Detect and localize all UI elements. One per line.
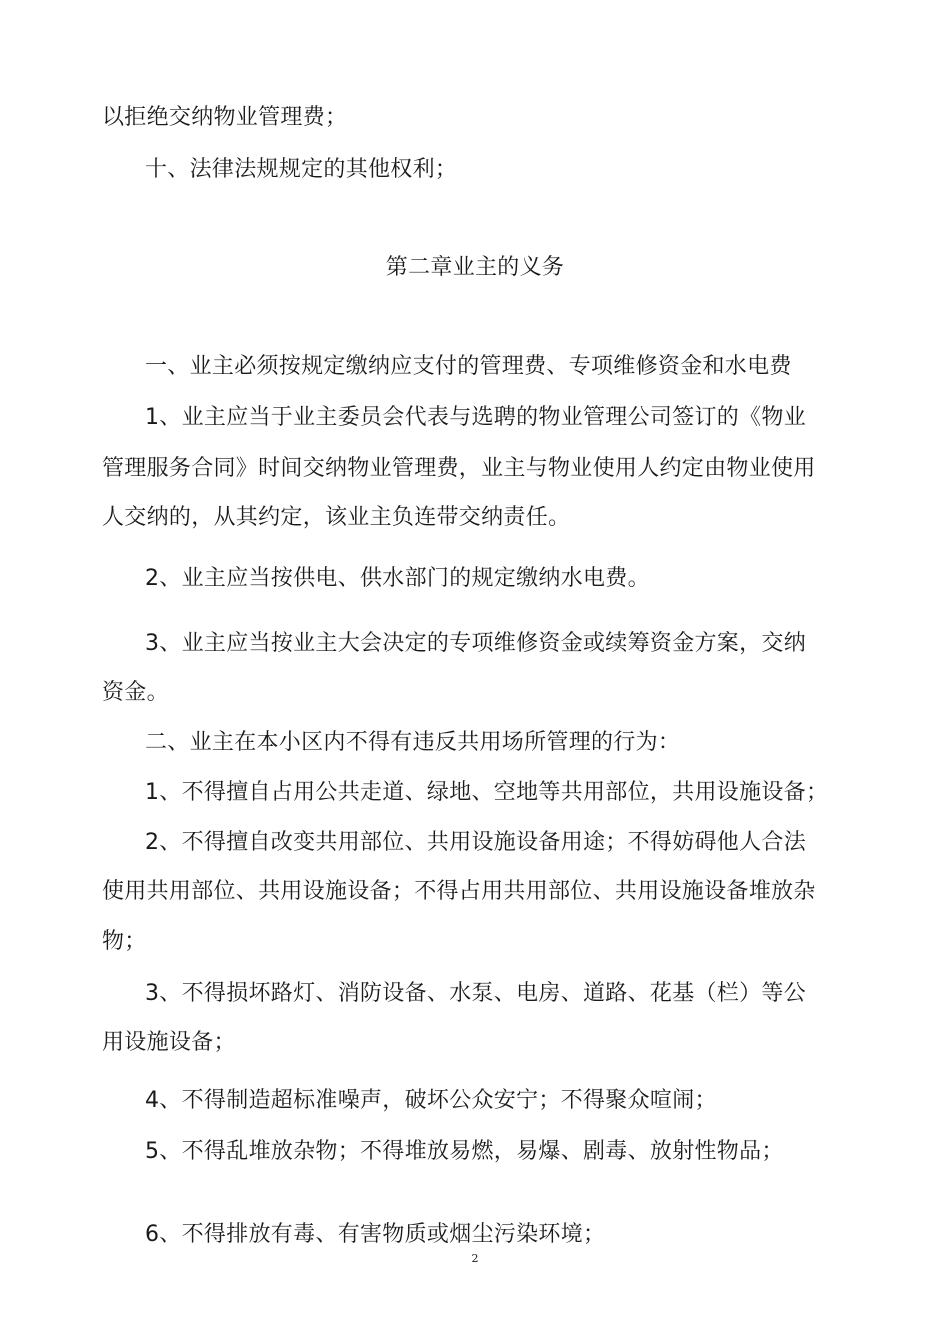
paragraph-line: 1、不得擅自占用公共走道、绿地、空地等共用部位，共用设施设备； (145, 780, 829, 805)
page-number: 2 (471, 1252, 479, 1265)
paragraph-line: 物； (102, 929, 147, 954)
paragraph-line: 1、业主应当于业主委员会代表与选聘的物业管理公司签订的《物业 (145, 405, 806, 430)
paragraph-line: 以拒绝交纳物业管理费； (102, 105, 348, 130)
section-heading-one: 一、业主必须按规定缴纳应支付的管理费、专项维修资金和水电费 (145, 354, 792, 379)
paragraph-line: 5、不得乱堆放杂物；不得堆放易燃，易爆、剧毒、放射性物品； (145, 1139, 784, 1164)
paragraph-line: 资金。 (102, 680, 169, 705)
paragraph-line: 4、不得制造超标准噪声，破坏公众安宁；不得聚众喧闹； (145, 1088, 717, 1113)
paragraph-line: 使用共用部位、共用设施设备；不得占用共用部位、共用设施设备堆放杂 (102, 879, 816, 904)
paragraph-line: 2、不得擅自改变共用部位、共用设施设备用途；不得妨碍他人合法 (145, 830, 806, 855)
paragraph-line: 管理服务合同》时间交纳物业管理费，业主与物业使用人约定由物业使用 (102, 456, 816, 481)
paragraph-line: 3、不得损坏路灯、消防设备、水泵、电房、道路、花基（栏）等公 (145, 981, 806, 1006)
paragraph-line: 6、不得排放有毒、有害物质或烟尘污染环境； (145, 1222, 606, 1247)
section-heading-two: 二、业主在本小区内不得有违反共用场所管理的行为： (145, 730, 681, 755)
paragraph-line: 2、业主应当按供电、供水部门的规定缴纳水电费。 (145, 566, 650, 591)
chapter-title: 第二章业主的义务 (385, 255, 565, 280)
list-item-ten: 十、法律法规规定的其他权利； (145, 157, 458, 182)
paragraph-line: 用设施设备； (102, 1030, 236, 1055)
paragraph-line: 人交纳的，从其约定，该业主负连带交纳责任。 (102, 505, 571, 530)
paragraph-line: 3、业主应当按业主大会决定的专项维修资金或续筹资金方案，交纳 (145, 631, 806, 656)
